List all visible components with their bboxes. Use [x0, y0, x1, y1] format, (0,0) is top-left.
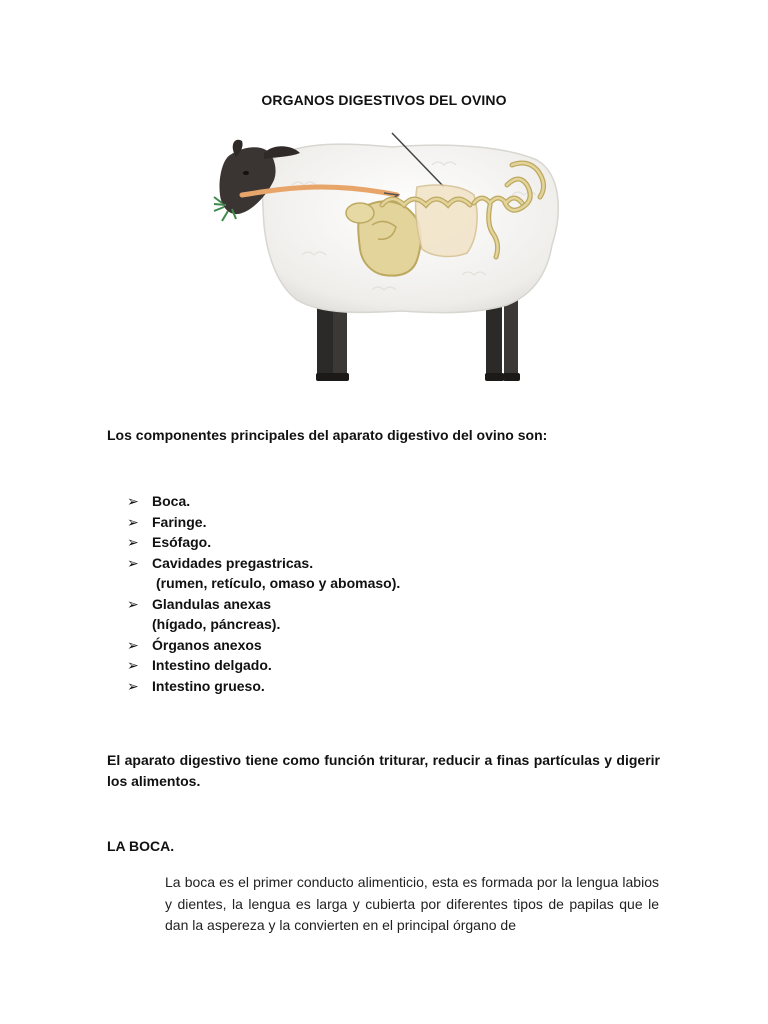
- list-item: [127, 594, 400, 635]
- list-item-label: Intestino delgado.: [152, 657, 272, 673]
- list-item: [127, 512, 400, 533]
- components-list: [127, 491, 400, 696]
- list-item-label: Cavidades pregastricas.: [152, 554, 314, 571]
- sheep-anatomy-figure: [212, 125, 572, 390]
- list-item: [127, 635, 400, 656]
- page-title: ORGANOS DIGESTIVOS DEL OVINO: [261, 92, 507, 108]
- list-item: [127, 676, 400, 697]
- arrow-bullet-icon: ➢: [127, 493, 139, 509]
- list-item: [127, 532, 400, 553]
- intro-text: Los componentes principales del aparato digestivo del ovino son:: [107, 427, 548, 443]
- arrow-bullet-icon: ➢: [127, 677, 139, 694]
- sheep-digestive-anatomy-icon: [212, 125, 572, 390]
- section-heading: LA BOCA.: [107, 838, 175, 854]
- arrow-bullet-icon: ➢: [127, 657, 139, 673]
- list-item-label: Esófago.: [152, 534, 212, 550]
- list-item: [127, 553, 400, 594]
- list-item: [127, 655, 400, 676]
- list-item: [127, 491, 400, 512]
- list-item-label: Intestino grueso.: [152, 677, 265, 694]
- list-item-label: Glandulas anexas: [152, 595, 272, 612]
- abomasum-organ: [416, 185, 477, 256]
- list-item-detail: (hígado, páncreas).: [152, 616, 281, 632]
- list-item-detail: (rumen, retículo, omaso y abomaso).: [156, 575, 401, 591]
- section-paragraph: La boca es el primer conducto alimenticio, esta es formada por la lengua labios y dientes, la lengua es larga y cubierta por diferentes tipos de papilas que le dan la aspereza y la convierten en el principal órgano de: [165, 874, 659, 933]
- arrow-bullet-icon: ➢: [127, 513, 139, 530]
- arrow-bullet-icon: ➢: [127, 595, 139, 612]
- list-item-label: Faringe.: [152, 513, 207, 530]
- arrow-bullet-icon: ➢: [127, 554, 139, 571]
- arrow-bullet-icon: ➢: [127, 636, 139, 653]
- list-item-label: Órganos anexos: [152, 636, 262, 653]
- list-item-label: Boca.: [152, 493, 191, 509]
- arrow-bullet-icon: ➢: [127, 534, 139, 550]
- function-paragraph: El aparato digestivo tiene como función triturar, reducir a finas partículas y digerir los alimentos.: [107, 752, 660, 789]
